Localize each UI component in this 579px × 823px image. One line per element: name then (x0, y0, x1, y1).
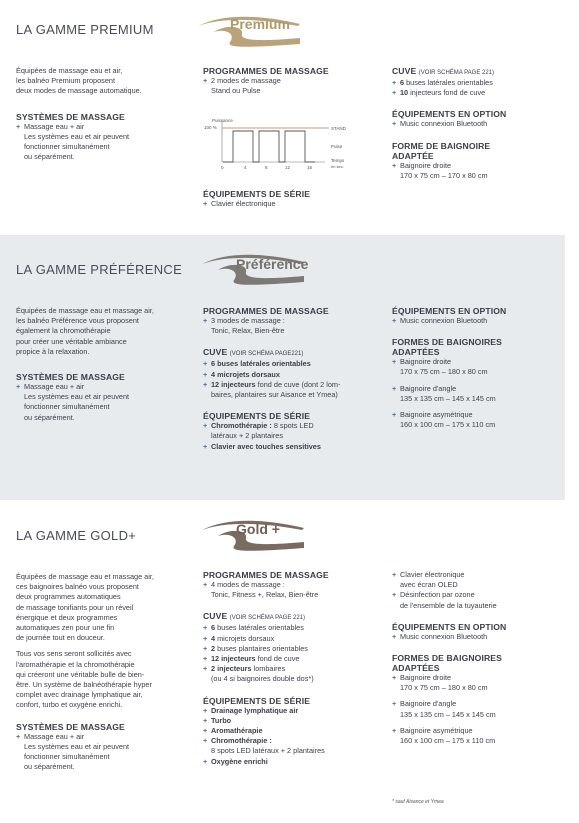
preference-serie-cont: latéraux + 2 plantaires (211, 431, 283, 441)
gold-programs-item: + 4 modes de massage : (203, 580, 383, 590)
gold-cuve-item-2: + 4 microjets dorsaux (203, 634, 383, 644)
premium-programs-heading: PROGRAMMES DE MASSAGE (203, 66, 329, 76)
premium-systems-item: + Massage eau + air (16, 122, 191, 132)
preference-serie-item-2: + Clavier avec touches sensitives (203, 442, 383, 452)
gold-cuve-heading: CUVE (203, 611, 228, 622)
premium-programs-item: + 2 modes de massage (203, 76, 383, 86)
premium-systems-desc-3: ou séparément. (24, 152, 75, 162)
premium-serie-heading: ÉQUIPEMENTS DE SÉRIE (203, 189, 311, 199)
premium-forme-dims: 170 x 75 cm – 170 x 80 cm (400, 170, 488, 180)
gold-intro2-6: confort, turbo et oxygène enrichi. (16, 700, 123, 710)
gold-intro-6: automatiques zen pour une fin (16, 623, 115, 633)
gold-option-heading: ÉQUIPEMENTS EN OPTION (392, 621, 507, 632)
gold-logo (200, 518, 310, 561)
gold-systems-item: + Massage eau + air (16, 732, 194, 742)
gold-programs-heading: PROGRAMMES DE MASSAGE (203, 570, 329, 580)
chart-temps-label: Temps (331, 158, 345, 163)
gold-intro-1: Équipées de massage eau et massage air, (16, 572, 154, 581)
premium-forme-heading-2: ADAPTÉE (392, 150, 434, 161)
preference-cuve-cont: baires, plantaires sur Aisance et Ymea) (211, 390, 338, 400)
gold-serie-item-5: + Oxygène enrichi (203, 757, 383, 767)
premium-option-item: + Music connexion Bluetooth (392, 119, 567, 129)
gold-cuve-item-4: + 12 injecteurs fond de cuve (203, 654, 383, 664)
gold-forme-3-dims: 160 x 100 cm – 175 x 110 cm (400, 736, 496, 746)
preference-logo-text: Préférence (236, 256, 309, 272)
gold-intro2-2: l'aromathérapie et la chromothérapie (16, 659, 135, 669)
gold-cuve-cont: (ou 4 si baignoires double dos*) (211, 674, 314, 684)
preference-programs-heading: PROGRAMMES DE MASSAGE (203, 306, 329, 316)
gold-serie-item-2: + Turbo (203, 716, 383, 726)
premium-option-heading: ÉQUIPEMENTS EN OPTION (392, 109, 507, 120)
preference-intro-5: propice à la relaxation. (16, 346, 90, 356)
preference-intro-1: Équipées de massage eau et massage air, (16, 306, 154, 315)
gold-formes-heading-2: ADAPTÉES (392, 663, 440, 674)
preference-cuve-heading: CUVE (203, 347, 228, 358)
preference-systems-heading: SYSTÈMES DE MASSAGE (16, 372, 125, 383)
preference-cuve-ref: (VOIR SCHÉMA PAGE221) (229, 351, 304, 358)
premium-systems-desc-2: fonctionner simultanément (24, 142, 110, 152)
gold-formes-heading-1: FORMES DE BAIGNOIRES (392, 653, 502, 664)
gold-systems-desc-1: Les systèmes eau et air peuvent (24, 741, 130, 751)
gold-col-2 (203, 570, 383, 767)
preference-cuve-item-2: + 4 microjets dorsaux (203, 370, 383, 380)
gold-logo-text: Gold + (236, 521, 280, 537)
premium-logo-text: Premium (230, 16, 290, 32)
gold-forme-1-name: + Baignoire droite (392, 673, 567, 683)
chart-tick-4: 4 (244, 165, 247, 170)
preference-systems-item: + Massage eau + air (16, 382, 191, 392)
premium-programs-sub: Stand ou Pulse (211, 86, 261, 96)
gold-col3-item-1-cont: avec écran OLED (400, 580, 458, 590)
chart-tick-12: 12 (285, 165, 291, 170)
premium-massage-chart (203, 118, 363, 174)
premium-systems-heading: SYSTÈMES DE MASSAGE (16, 111, 125, 122)
gold-serie-cont: 8 spots LED latéraux + 2 plantaires (211, 746, 325, 756)
gold-programs-sub: Tonic, Fitness +, Relax, Bien-être (211, 590, 319, 600)
preference-systems-desc-1: Les systèmes eau et air peuvent (24, 392, 130, 402)
preference-programs-item: + 3 modes de massage : (203, 316, 383, 326)
gold-serie-item-4: + Chromothérapie : (203, 736, 383, 746)
preference-option-heading: ÉQUIPEMENTS EN OPTION (392, 306, 507, 316)
gold-serie-item-3: + Aromathérapie (203, 726, 383, 736)
chart-stand-label: STAND (331, 126, 346, 131)
preference-forme-2-dims: 135 x 135 cm – 145 x 145 cm (400, 393, 496, 403)
preference-cuve-item-3: + 12 injecteurs fond de cuve (dont 2 lom- (203, 380, 383, 390)
premium-col-3 (392, 66, 567, 181)
preference-forme-2-name: + Baignoire d'angle (392, 384, 567, 394)
preference-formes-heading-1: FORMES DE BAIGNOIRES (392, 337, 502, 348)
premium-title: LA GAMME PREMIUM (16, 22, 154, 37)
gold-intro2-1: Tous vos sens seront sollicités avec (16, 649, 132, 659)
gold-cuve-item-5: + 2 injecteurs lombaires (203, 664, 383, 674)
gold-systems-desc-3: ou séparément. (24, 762, 75, 772)
preference-forme-3-name: + Baignoire asymétrique (392, 410, 567, 420)
preference-systems-desc-3: ou séparément. (24, 412, 75, 422)
preference-intro-3: également la chromothérapie (16, 326, 111, 336)
gold-option-item: + Music connexion Bluetooth (392, 632, 567, 642)
preference-serie-item-1: + Chromothérapie : 8 spots LED (203, 421, 383, 431)
premium-intro-2: les balnéo Premium proposent (16, 76, 115, 86)
gold-intro-5: énergique et deux programmes (16, 612, 118, 622)
gold-forme-2-dims: 135 x 135 cm – 145 x 145 cm (400, 709, 496, 719)
chart-unit-label: en sec. (331, 164, 344, 169)
premium-intro-3: deux modes de massage automatique. (16, 86, 142, 96)
preference-formes-heading-2: ADAPTÉES (392, 347, 440, 358)
preference-systems-desc-2: fonctionner simultanément (24, 402, 110, 412)
gold-col3-item-2-cont: de l'ensemble de la tuyauterie (400, 600, 497, 610)
preference-serie-heading: ÉQUIPEMENTS DE SÉRIE (203, 411, 311, 422)
chart-pct-label: 100 % (204, 125, 217, 130)
preference-intro-2: les balnéo Préférence vous proposent (16, 316, 139, 326)
premium-cuve-item-2: + 10 injecteurs fond de cuve (392, 88, 567, 98)
chart-tick-8: 8 (265, 165, 268, 170)
preference-cuve-item-1: + 6 buses latérales orientables (203, 359, 383, 369)
premium-intro-1: Équipées de massage eau et air, (16, 66, 123, 75)
gold-col3-item-2: + Désinfection par ozone (392, 590, 567, 600)
gold-col-1 (16, 572, 194, 772)
gold-intro-7: de journée tout en douceur. (16, 633, 105, 643)
gold-forme-1-dims: 170 x 75 cm – 180 x 80 cm (400, 683, 488, 693)
premium-cuve-ref: (VOIR SCHÉMA PAGE 221) (418, 70, 495, 76)
preference-forme-1-dims: 170 x 75 cm – 180 x 80 cm (400, 367, 488, 377)
gold-intro-3: deux programmes automatiques (16, 592, 121, 602)
premium-systems-desc-1: Les systèmes eau et air peuvent (24, 131, 130, 141)
premium-cuve-heading: CUVE (392, 66, 417, 76)
chart-puissance-label: Puissance (212, 118, 233, 123)
gold-serie-heading: ÉQUIPEMENTS DE SÉRIE (203, 695, 311, 706)
gold-serie-item-1: + Drainage lymphatique air (203, 706, 383, 716)
preference-programs-sub: Tonic, Relax, Bien-être (211, 326, 285, 336)
gold-forme-3-name: + Baignoire asymétrique (392, 726, 567, 736)
chart-tick-16: 16 (307, 165, 313, 170)
premium-serie (203, 189, 383, 209)
preference-logo (200, 252, 310, 295)
premium-col-2 (203, 66, 383, 96)
gold-systems-desc-2: fonctionner simultanément (24, 752, 110, 762)
premium-logo (196, 14, 306, 57)
gold-intro2-5: complet avec drainage lymphatique air, (16, 690, 143, 700)
preference-col-1 (16, 306, 191, 423)
gold-title: LA GAMME GOLD+ (16, 528, 137, 543)
gold-intro2-4: être. Un système de balnéothérapie hyper (16, 680, 152, 690)
premium-forme-heading-1: FORME DE BAIGNOIRE (392, 140, 491, 151)
gold-intro2-3: qui créeront une véritable bulle de bien- (16, 669, 145, 679)
preference-option-item: + Music connexion Bluetooth (392, 316, 567, 326)
premium-serie-item: + Clavier électronique (203, 199, 383, 209)
gold-cuve-item-1: + 6 buses latérales orientables (203, 623, 383, 633)
chart-tick-0: 0 (221, 165, 224, 170)
gold-cuve-item-3: + 2 buses plantaires orientables (203, 644, 383, 654)
gold-cuve-ref: (VOIR SCHÉMA PAGE 221) (229, 615, 306, 622)
gold-intro-4: de massage tonifiants pour un réveil (16, 602, 134, 612)
premium-cuve-item-1: + 6 buses latérales orientables (392, 78, 567, 88)
gold-col3-item-1: + Clavier électronique (392, 570, 567, 580)
gold-systems-heading: SYSTÈMES DE MASSAGE (16, 721, 125, 732)
gold-footnote: * sauf Aisance et Ymea (392, 799, 444, 805)
chart-pulse-line (223, 131, 315, 162)
preference-forme-1-name: + Baignoire droite (392, 357, 567, 367)
preference-intro-4: pour créer une véritable ambiance (16, 336, 127, 346)
chart-pulse-label: Pulse (331, 144, 343, 149)
premium-col-1 (16, 66, 191, 162)
gold-col-3 (392, 570, 567, 746)
gold-intro-2: ces baignoires balnéo vous proposent (16, 582, 139, 592)
preference-title: LA GAMME PRÉFÉRENCE (16, 262, 183, 277)
preference-forme-3-dims: 160 x 100 cm – 175 x 110 cm (400, 420, 496, 430)
preference-col-3 (392, 306, 567, 430)
premium-forme-item: + Baignoire droite (392, 161, 567, 171)
gold-forme-2-name: + Baignoire d'angle (392, 699, 567, 709)
preference-col-2 (203, 306, 383, 452)
